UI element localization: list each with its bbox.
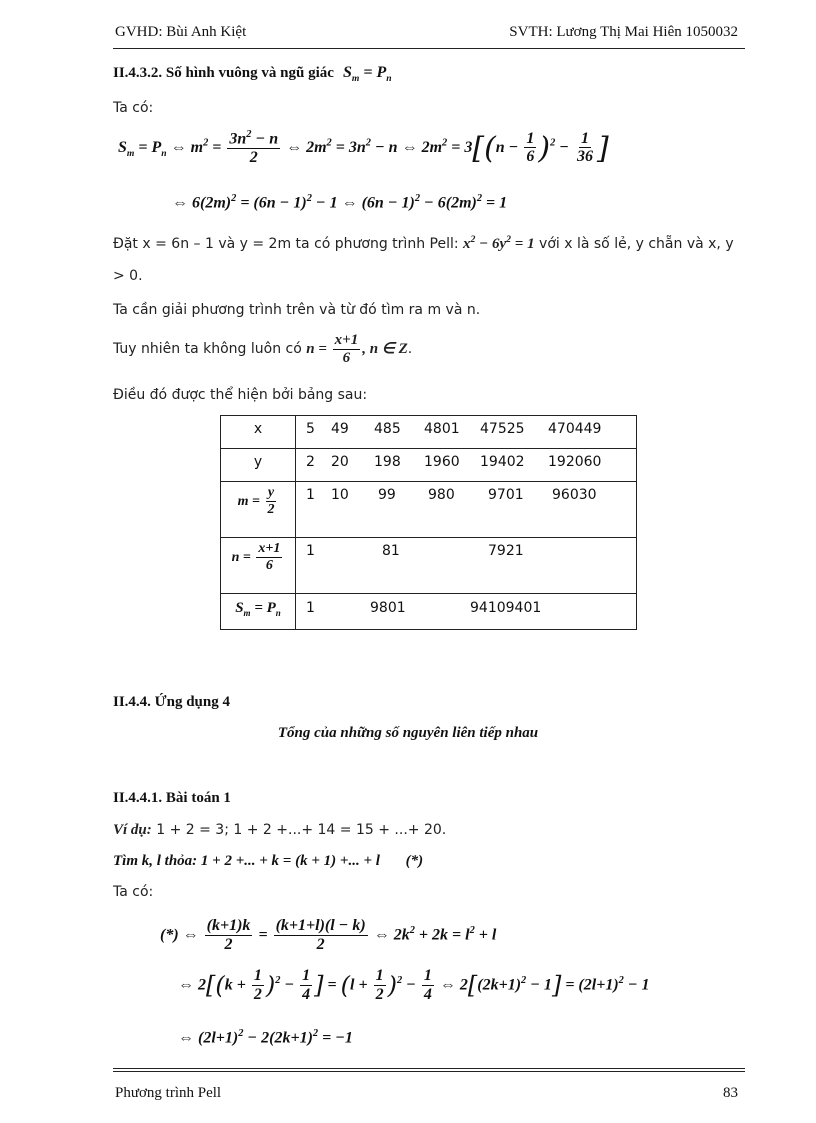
table-row-n	[221, 538, 637, 594]
header-advisor: GVHD: Bùi Anh Kiệt	[115, 24, 247, 40]
however-line: Tuy nhiên ta không luôn có n = $\frac{x+1}{6}$ , n ∈ Z.	[113, 332, 413, 366]
m-value: 980	[428, 487, 455, 503]
find-text: Tìm k, l thỏa: 1 + 2 +... + k = (k + 1) +... + l	[113, 853, 380, 869]
however-text: Tuy nhiên ta không luôn có	[113, 341, 302, 358]
y-value: 198	[374, 454, 401, 470]
row-values-y	[296, 449, 637, 482]
y-value: 192060	[548, 454, 602, 470]
example-label: Ví dụ:	[113, 822, 152, 838]
row-label-x: x	[221, 416, 296, 449]
x-value: 4801	[424, 421, 460, 437]
star-marker: (*)	[405, 853, 424, 869]
n-value: 7921	[488, 543, 524, 559]
page-number: 83	[723, 1085, 738, 1101]
y-value: 1960	[424, 454, 460, 470]
equation-1: $S_m = P_n$ ⇔ $m^2$ = $\frac{3n^2 - n}{2}$ ⇔ $2m^2 = 3n^2 - n$ ⇔ $2m^2 = 3[(n$ − $\frac{1}{6}$ )$^2$ − $\frac{1}{36}$ ]	[118, 129, 609, 167]
footer-rule-1	[113, 1068, 745, 1069]
footer-rule-2	[113, 1071, 745, 1072]
y-value: 19402	[480, 454, 525, 470]
header-rule	[113, 48, 745, 49]
table-row-s	[221, 594, 637, 630]
row-values-m	[296, 482, 637, 538]
x-value: 49	[331, 421, 349, 437]
m-value: 1	[306, 487, 315, 503]
shown-line: Điều đó được thể hiện bởi bảng sau:	[113, 387, 368, 403]
row-label-m: m = $\frac{y}{2}$	[221, 482, 296, 538]
row-values-n	[296, 538, 637, 594]
s-value: 94109401	[470, 600, 542, 616]
equation-4: ⇔ 2[(k + $\frac{1}{2}$ )$^2$ − $\frac{1}{4}$ ] = (l + $\frac{1}{2}$ )$^2$ − $\frac{1}{4}$ ⇔ $2[(2k+1)^2 - 1] = (2l+1)^2 - 1$	[178, 967, 650, 1003]
section-heading-squares-pentagons: II.4.3.2. Số hình vuông và ngũ giác $S_m = P_n$	[113, 64, 392, 85]
pell-sentence-c: > 0.	[113, 268, 143, 284]
example-line	[113, 822, 446, 839]
x-value: 5	[306, 421, 315, 437]
pell-sentence-b: với x là số lẻ, y chẵn và x, y	[539, 236, 734, 252]
y-value: 2	[306, 454, 315, 470]
m-value: 10	[331, 487, 349, 503]
row-label-y: y	[221, 449, 296, 482]
section-heading-application-4: II.4.4. Ứng dụng 4	[113, 694, 230, 710]
n-value: 1	[306, 543, 315, 559]
row-label-s: $S_m = P_n$	[221, 594, 296, 630]
table-row-m	[221, 482, 637, 538]
x-value: 47525	[480, 421, 525, 437]
section-subtitle: Tổng của những số nguyên liên tiếp nhau	[277, 725, 539, 741]
pell-sentence: Đặt x = 6n – 1 và y = 2m ta có phương trình Pell: $x^2 - 6y^2 = 1$ với x là số lẻ, y chẵn và x, y	[113, 234, 734, 252]
row-values-x	[296, 416, 637, 449]
equation-3: (*) ⇔ $\frac{(k+1)k}{2}$ = $\frac{(k+1+l)(l - k)}{2}$ ⇔ $2k^2 + 2k = l^2 + l$	[160, 917, 497, 953]
row-label-n: n = $\frac{x+1}{6}$	[221, 538, 296, 594]
pell-sentence-a: Đặt x = 6n – 1 và y = 2m ta có phương trình Pell:	[113, 236, 459, 252]
y-value: 20	[331, 454, 349, 470]
example-text: 1 + 2 = 3; 1 + 2 +...+ 14 = 15 + ...+ 20.	[156, 822, 447, 838]
x-value: 485	[374, 421, 401, 437]
row-values-s	[296, 594, 637, 630]
x-value: 470449	[548, 421, 602, 437]
table-row-x	[221, 416, 637, 449]
m-value: 99	[378, 487, 396, 503]
section-heading-text: II.4.3.2. Số hình vuông và ngũ giác	[113, 65, 334, 81]
equation-5: ⇔ $(2l+1)^2 - 2(2k+1)^2 = -1$	[178, 1028, 353, 1047]
section-heading-problem-1: II.4.4.1. Bài toán 1	[113, 790, 231, 806]
m-value: 96030	[552, 487, 597, 503]
s-value: 9801	[370, 600, 406, 616]
ta-co-2: Ta có:	[113, 884, 154, 900]
ta-co-1: Ta có:	[113, 100, 154, 116]
table-row-y	[221, 449, 637, 482]
pell-solutions-table	[220, 415, 637, 630]
solve-line: Ta cần giải phương trình trên và từ đó tìm ra m và n.	[113, 302, 481, 318]
s-value: 1	[306, 600, 315, 616]
equation-2: ⇔ $6(2m)^2 = (6n - 1)^2 - 1$ ⇔ $(6n - 1)^2 - 6(2m)^2 = 1$	[172, 193, 508, 212]
footer-title: Phương trình Pell	[115, 1085, 222, 1101]
n-value: 81	[382, 543, 400, 559]
m-value: 9701	[488, 487, 524, 503]
header-student: SVTH: Lương Thị Mai Hiên 1050032	[509, 24, 738, 40]
find-line	[113, 853, 423, 870]
